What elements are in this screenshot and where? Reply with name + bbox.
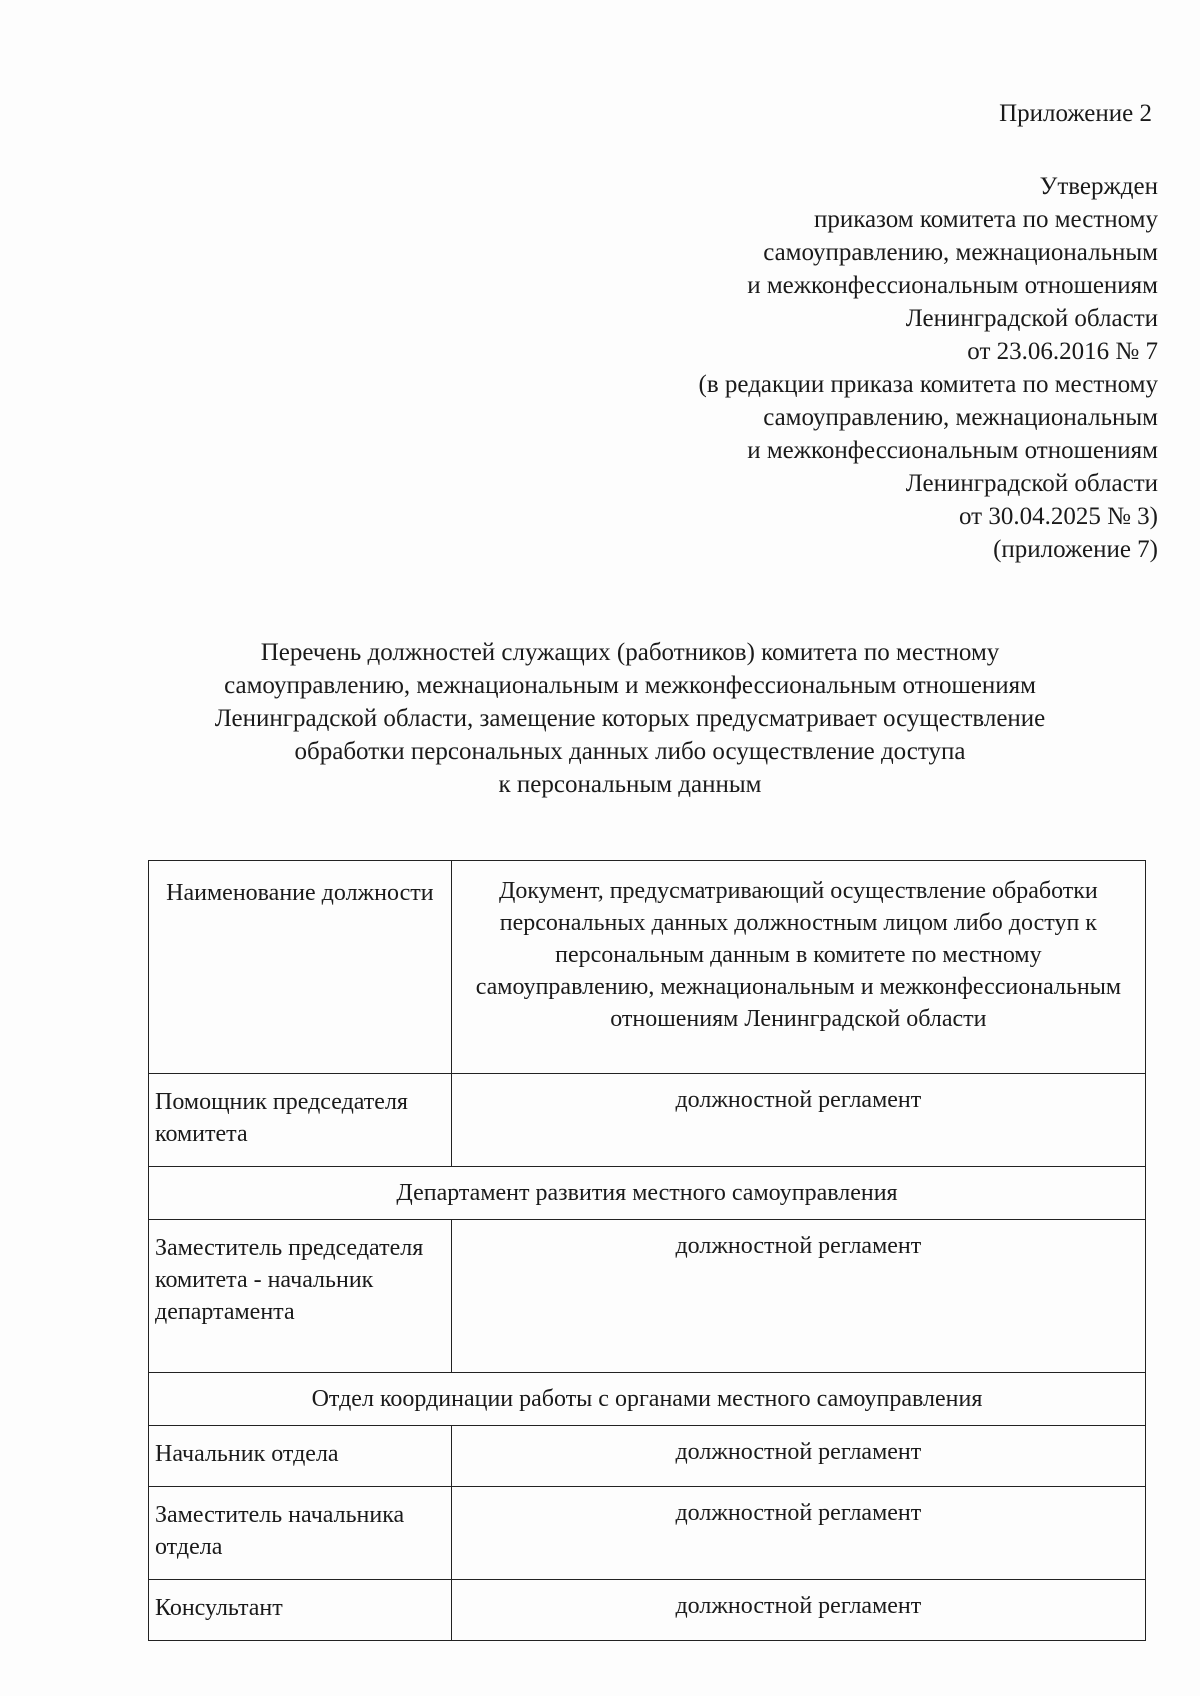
approval-line: Ленинградской области [905, 305, 1158, 332]
approval-line: приказом комитета по местному [813, 206, 1158, 233]
position-name: Помощник председателя комитета [149, 1074, 452, 1167]
table-row [149, 1426, 1146, 1487]
approval-line: и межконфессиональным отношениям [747, 272, 1158, 299]
title-line: Ленинградской области, замещение которых предусматривает осуществление [214, 705, 1046, 732]
section-title: Отдел координации работы с органами местного самоуправления [149, 1373, 1146, 1426]
approval-block [699, 170, 1158, 566]
table-row [149, 1074, 1146, 1167]
title-line: обработки персональных данных либо осуществление доступа [294, 738, 966, 765]
approval-line: (приложение 7) [993, 536, 1158, 563]
approval-line: самоуправлению, межнациональным [763, 404, 1158, 431]
position-document: должностной регламент [451, 1426, 1145, 1487]
position-name: Заместитель начальника отдела [149, 1487, 452, 1580]
title-line: самоуправлению, межнациональным и межконфессиональным отношениям [224, 672, 1036, 699]
appendix-label: Приложение 2 [999, 100, 1152, 127]
table-row [149, 1580, 1146, 1641]
title-line: к персональным данным [498, 771, 762, 798]
table-header-row [149, 861, 1146, 1074]
approval-line: Ленинградской области [905, 470, 1158, 497]
position-name: Начальник отдела [149, 1426, 452, 1487]
position-name: Заместитель председателя комитета - начальник департамента [149, 1220, 452, 1373]
header-document: Документ, предусматривающий осуществление обработки персональных данных должностным лицом либо доступ к персональным данным в комитете по местному самоуправлению, межнациональным и межконфессиональным отношениям Ленинградской области [451, 861, 1145, 1074]
table-row [149, 1487, 1146, 1580]
position-document: должностной регламент [451, 1580, 1145, 1641]
approval-line: Утвержден [1039, 173, 1158, 200]
document-title [150, 636, 1110, 801]
section-title: Департамент развития местного самоуправления [149, 1167, 1146, 1220]
approval-line: (в редакции приказа комитета по местному [698, 371, 1158, 398]
section-row [149, 1167, 1146, 1220]
position-document: должностной регламент [451, 1220, 1145, 1373]
positions-table [148, 860, 1146, 1641]
table-row [149, 1220, 1146, 1373]
approval-line: от 23.06.2016 № 7 [967, 338, 1158, 365]
header-position-name: Наименование должности [149, 861, 452, 1074]
position-document: должностной регламент [451, 1074, 1145, 1167]
position-document: должностной регламент [451, 1487, 1145, 1580]
title-line: Перечень должностей служащих (работников) комитета по местному [260, 639, 1000, 666]
approval-line: самоуправлению, межнациональным [763, 239, 1158, 266]
section-row [149, 1373, 1146, 1426]
position-name: Консультант [149, 1580, 452, 1641]
approval-line: от 30.04.2025 № 3) [958, 503, 1158, 530]
approval-line: и межконфессиональным отношениям [747, 437, 1158, 464]
